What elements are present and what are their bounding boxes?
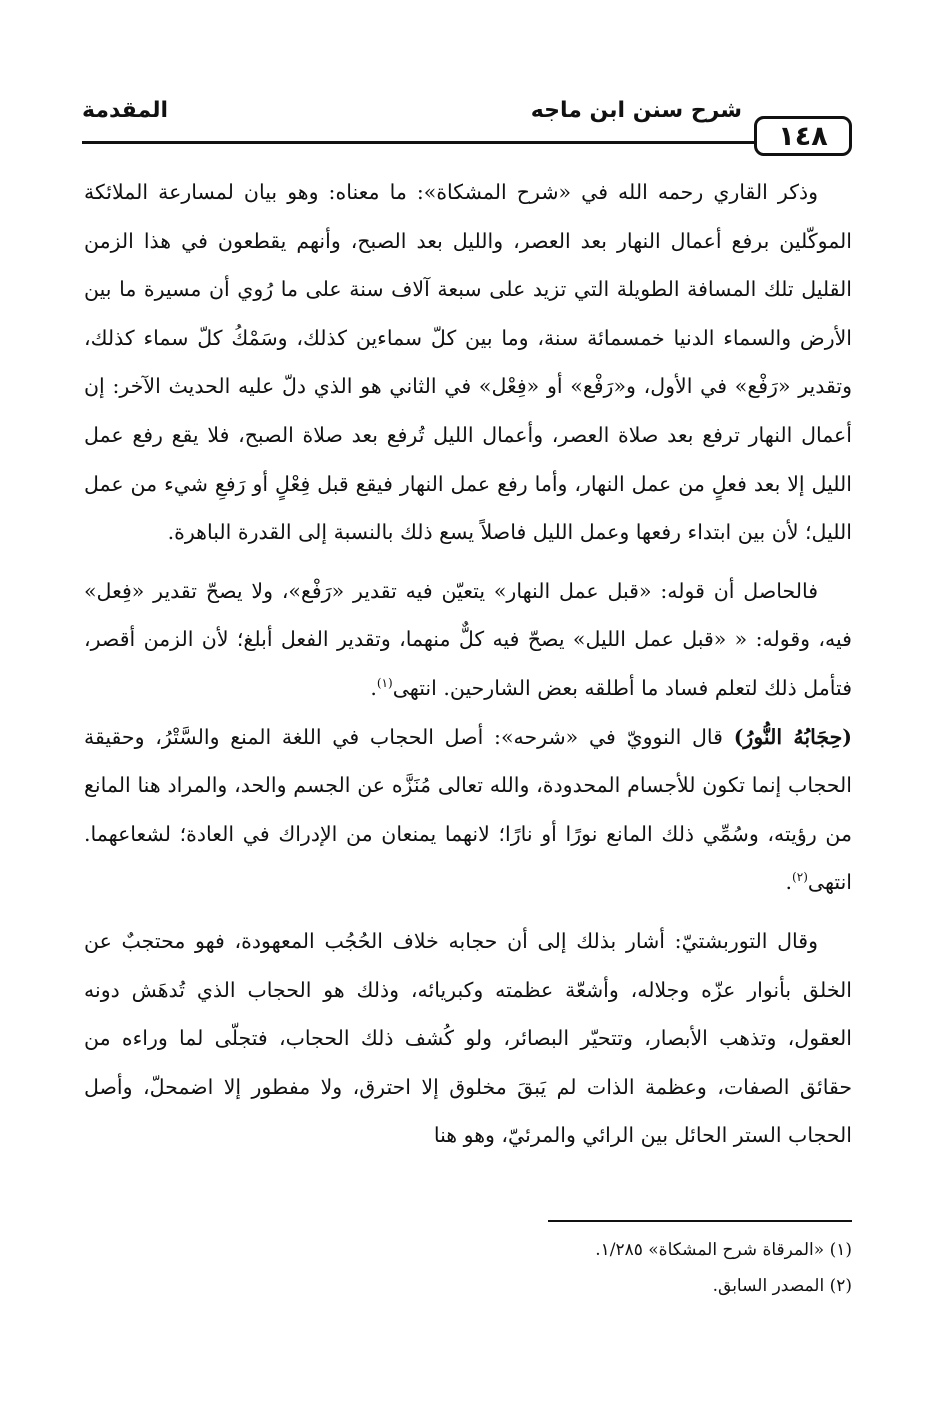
section-title: المقدمة [82,98,169,123]
header-rule [82,141,756,144]
footnotes [300,1232,852,1304]
footnote-2: (٢) المصدر السابق. [712,1276,852,1296]
footnote-ref-2[interactable]: (٢) [792,870,808,885]
paragraph-2: فالحاصل أن قوله: «قبل عمل النهار» يتعيّن فيه تقدير «رَفْع»، ولا يصحّ تقدير «فِعل» فيه، وقوله: « «قبل عمل الليل» يصحّ فيه كلٌّ منهما، وتقدير الفعل أبلغ؛ لأن الزمن أقصر، فتأمل ذلك لتعلم فساد ما أطلقه بعض الشارحين. انتهى$^{(١)}$. [84,578,852,700]
footnote-ref-1[interactable]: (١) [376,676,393,691]
hadith-phrase: (حِجَابُهُ النُّورُ) [733,724,852,749]
body-text [84,168,852,1160]
paragraph-1: وذكر القاري رحمه الله في «شرح المشكاة»: ما معناه: وهو بيان لمسارعة الملائكة الموكّلين برفع أعمال النهار بعد العصر، والليل بعد الصبح، وأنهم يقطعون في هذا الزمن القليل تلك المسافة الطويلة التي تزيد على سبعة آلاف سنة على ما رُوي أن مسيرة ما بين الأرض والسماء الدنيا خمسمائة سنة، وما بين كلّ سماءين كذلك، وسَمْكُ كلّ سماء كذلك، وتقدير «رَفْع» في الأول، و«رَفْع» أو «فِعْل» في الثاني هو الذي دلّ عليه الحديث الآخر: إن أعمال النهار ترفع بعد صلاة العصر، وأعمال الليل تُرفع بعد صلاة الصبح، فلا يقع رفع عمل الليل إلا بعد فعلٍ من عمل النهار، وأما رفع عمل النهار فيقع قبل فِعْلٍ أو رَفعِ شيء من عمل الليل؛ لأن بين ابتداء رفعها وعمل الليل فاصلاً يسع ذلك بالنسبة إلى القدرة الباهرة. [84,180,852,545]
paragraph-3-text: قال النوويّ في «شرحه»: أصل الحجاب في اللغة المنع والسَّتْرُ، وحقيقة الحجاب إنما تكون للأجسام المحدودة، والله تعالى مُنَزَّه عن الجسم والحد، والمراد هنا المانع من رؤيته، وسُمِّي ذلك المانع نورًا أو نارًا؛ لانهما يمنعان من الإدراك في العادة؛ لشعاعهما. انتهى [84,724,852,895]
footnote-1: (١) «المرقاة شرح المشكاة» ١/٢٨٥. [595,1240,852,1260]
page-number: ١٤٨ [754,116,852,156]
book-title: شرح سنن ابن ماجه [530,98,742,123]
footnote-separator [548,1220,852,1222]
paragraph-2-text: فالحاصل أن قوله: «قبل عمل النهار» يتعيّن فيه تقدير «رَفْع»، ولا يصحّ تقدير «فِعل» فيه، وقوله: « «قبل عمل الليل» يصحّ فيه كلٌّ منهما، وتقدير الفعل أبلغ؛ لأن الزمن أقصر، فتأمل ذلك لتعلم فساد ما أطلقه بعض الشارحين. انتهى [84,578,852,700]
paragraph-3: (حِجَابُهُ النُّورُ) قال النوويّ في «شرحه»: أصل الحجاب في اللغة المنع والسَّتْرُ، وحقيقة الحجاب إنما تكون للأجسام المحدودة، والله تعالى مُنَزَّه عن الجسم والحد، والمراد هنا المانع من رؤيته، وسُمِّي ذلك المانع نورًا أو نارًا؛ لانهما يمنعان من الإدراك في العادة؛ لشعاعهما. انتهى$^{(٢)}$. [84,724,852,895]
page-header [82,96,852,166]
paragraph-4: وقال التوربشتيّ: أشار بذلك إلى أن حجابه خلاف الحُجُب المعهودة، فهو محتجبٌ عن الخلق بأنوار عزّه وجلاله، وأشعّة عظمته وكبريائه، وذلك هو الحجاب الذي تُدهَش دونه العقول، وتذهب الأبصار، وتتحيّر البصائر، ولو كُشف ذلك الحجاب، فتجلّى لما وراءه من حقائق الصفات، وعظمة الذات لم يَبقَ مخلوق إلا احترق، ولا مفطور إلا اضمحلّ، وأصل الحجاب الستر الحائل بين الرائي والمرئيّ، وهو هنا [84,928,852,1148]
